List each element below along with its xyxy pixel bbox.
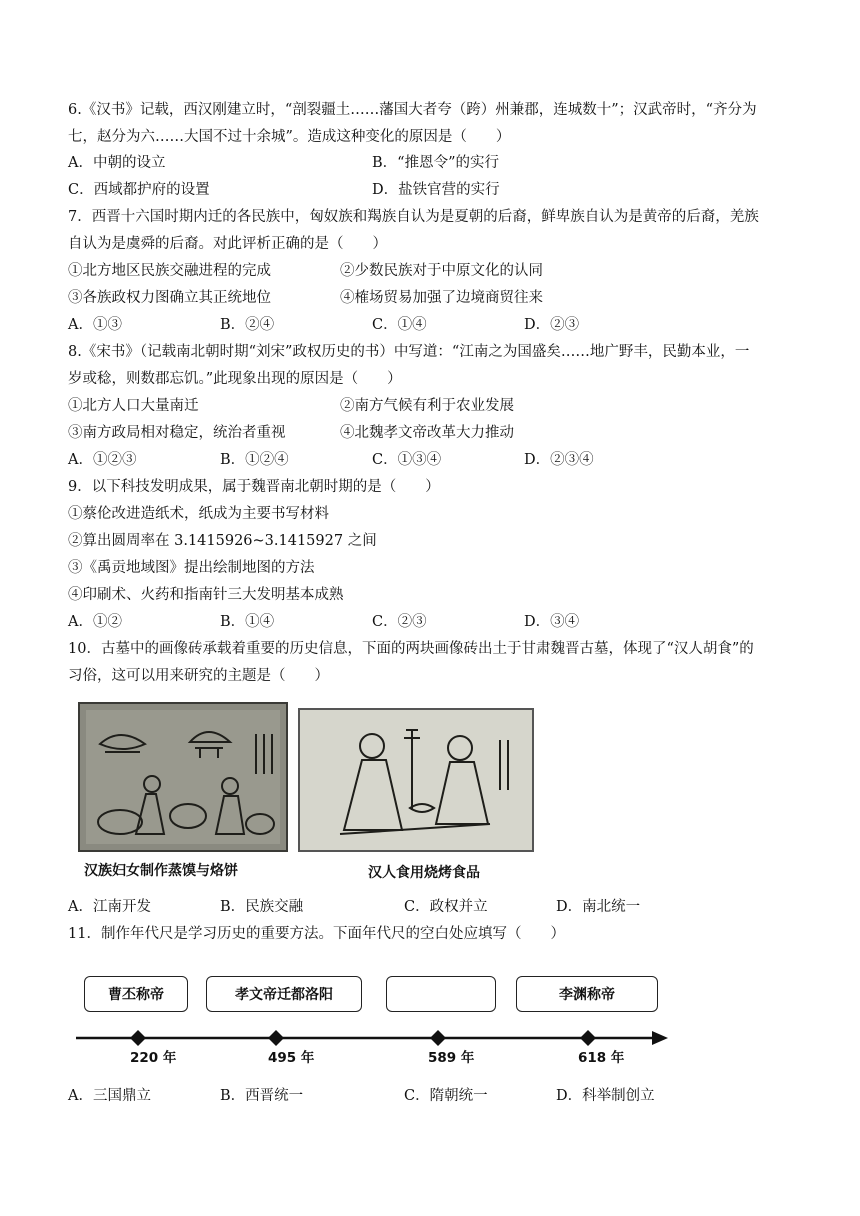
q11-option-c: C．隋朝统一: [404, 1088, 488, 1104]
timeline-year-2: 495 年: [268, 1050, 315, 1066]
q7-stem-line2: 自认为是虞舜的后裔。对此评析正确的是（ ）: [68, 236, 387, 252]
q8-item-1: ①北方人口大量南迁: [68, 398, 199, 414]
brick-image-roasting: [298, 708, 534, 852]
q6-option-c: C．西域都护府的设置: [68, 182, 210, 198]
q6-option-d: D．盐铁官营的实行: [372, 182, 500, 198]
q9-option-d: D．③④: [524, 614, 580, 630]
q9-option-c: C．②③: [372, 614, 427, 630]
timeline-box-4: 李渊称帝: [516, 976, 658, 1012]
timeline-year-4: 618 年: [578, 1050, 625, 1066]
q8-option-b: B．①②④: [220, 452, 289, 468]
q6-stem-line1: 6.《汉书》记载，西汉刚建立时，“剖裂疆土……藩国大者夸（跨）州兼郡，连城数十”；汉武帝时，“齐分为: [68, 102, 757, 118]
q8-stem-line2: 岁或稔，则数郡忘饥。”此现象出现的原因是（ ）: [68, 371, 402, 387]
q8-option-a: A．①②③: [68, 452, 137, 468]
q10-option-a: A．江南开发: [68, 899, 151, 915]
q7-item-3: ③各族政权力图确立其正统地位: [68, 290, 271, 306]
q11-stem-line1: 11．制作年代尺是学习历史的重要方法。下面年代尺的空白处应填写（ ）: [68, 926, 565, 942]
brick-baking-illustration: [80, 704, 286, 850]
timeline-box-1: 曹丕称帝: [84, 976, 188, 1012]
q10-stem-line1: 10．古墓中的画像砖承载着重要的历史信息，下面的两块画像砖出土于甘肃魏晋古墓，体现了“汉人胡食”的: [68, 641, 754, 657]
q9-option-b: B．①④: [220, 614, 275, 630]
q8-option-c: C．①③④: [372, 452, 442, 468]
q7-item-2: ②少数民族对于中原文化的认同: [340, 263, 543, 279]
q11-option-d: D．科举制创立: [556, 1088, 655, 1104]
q7-stem-line1: 7．西晋十六国时期内迁的各民族中，匈奴族和羯族自认为是夏朝的后裔，鲜卑族自认为是黄帝的后裔，羌族: [68, 209, 759, 225]
q7-option-c: C．①④: [372, 317, 427, 333]
q7-option-d: D．②③: [524, 317, 580, 333]
q10-stem-line2: 习俗，这可以用来研究的主题是（ ）: [68, 668, 329, 684]
q9-option-a: A．①②: [68, 614, 122, 630]
q10-option-d: D．南北统一: [556, 899, 641, 915]
timeline-box-2: 孝文帝迁都洛阳: [206, 976, 362, 1012]
q6-option-b: B．“推恩令”的实行: [372, 155, 499, 171]
q9-item-3: ③《禹贡地域图》提出绘制地图的方法: [68, 560, 315, 576]
q7-item-1: ①北方地区民族交融进程的完成: [68, 263, 271, 279]
q8-item-4: ④北魏孝文帝改革大力推动: [340, 425, 514, 441]
q9-item-1: ①蔡伦改进造纸术，纸成为主要书写材料: [68, 506, 329, 522]
brick-image-baking: [78, 702, 288, 852]
timeline-year-1: 220 年: [130, 1050, 177, 1066]
q7-option-a: A．①③: [68, 317, 122, 333]
q7-option-b: B．②④: [220, 317, 275, 333]
brick-caption-2: 汉人食用烧烤食品: [368, 865, 480, 881]
q9-item-2: ②算出圆周率在 3.1415926~3.1415927 之间: [68, 533, 377, 549]
q6-stem-line2: 七，赵分为六……大国不过十余城”。造成这种变化的原因是（ ）: [68, 129, 511, 145]
q8-stem-line1: 8.《宋书》（记载南北朝时期“刘宋”政权历史的书）中写道：“江南之为国盛矣……地广野丰，民勤本业，一: [68, 344, 750, 360]
q8-option-d: D．②③④: [524, 452, 594, 468]
q10-option-c: C．政权并立: [404, 899, 488, 915]
q9-stem-line1: 9．以下科技发明成果，属于魏晋南北朝时期的是（ ）: [68, 479, 440, 495]
q11-option-a: A．三国鼎立: [68, 1088, 151, 1104]
brick-caption-1: 汉族妇女制作蒸馍与烙饼: [84, 863, 238, 879]
timeline-year-3: 589 年: [428, 1050, 475, 1066]
q6-option-a: A．中朝的设立: [68, 155, 166, 171]
q10-option-b: B．民族交融: [220, 899, 304, 915]
q9-item-4: ④印刷术、火药和指南针三大发明基本成熟: [68, 587, 344, 603]
brick-roasting-illustration: [300, 710, 532, 850]
q11-option-b: B．西晋统一: [220, 1088, 304, 1104]
q8-item-2: ②南方气候有利于农业发展: [340, 398, 514, 414]
timeline-box-blank: [386, 976, 496, 1012]
q7-item-4: ④榷场贸易加强了边境商贸往来: [340, 290, 543, 306]
q8-item-3: ③南方政局相对稳定，统治者重视: [68, 425, 286, 441]
